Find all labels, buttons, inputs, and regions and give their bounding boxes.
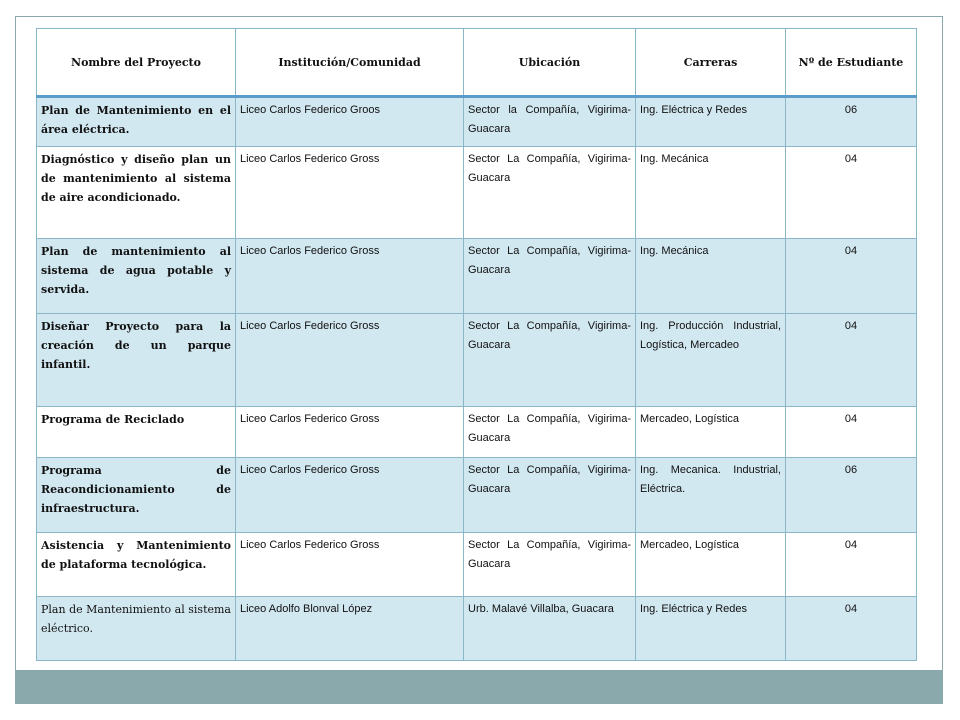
cell-ubicacion: Sector La Compañía, Vigirima-Guacara [464,532,636,596]
table-row [37,147,917,239]
cell-proyecto: Diagnóstico y diseño plan un de mantenimiento al sistema de aire acondicionado. [37,147,236,239]
cell-estudiantes: 04 [786,406,917,457]
cell-proyecto: Plan de Mantenimiento en el área eléctrica. [37,97,236,147]
cell-ubicacion: Sector La Compañía, Vigirima-Guacara [464,314,636,406]
cell-institucion: Liceo Carlos Federico Gross [236,147,464,239]
cell-proyecto: Asistencia y Mantenimiento de plataforma tecnológica. [37,532,236,596]
header-proyecto: Nombre del Proyecto [37,29,236,97]
cell-proyecto: Plan de Mantenimiento al sistema eléctrico. [37,596,236,660]
cell-institucion: Liceo Carlos Federico Gross [236,239,464,314]
projects-table [36,28,917,661]
table-row [37,532,917,596]
cell-ubicacion: Sector La Compañía, Vigirima-Guacara [464,147,636,239]
cell-estudiantes: 04 [786,314,917,406]
cell-ubicacion: Sector La Compañía, Vigirima-Guacara [464,406,636,457]
cell-proyecto: Programa de Reacondicionamiento de infraestructura. [37,457,236,532]
cell-estudiantes: 06 [786,457,917,532]
cell-carreras: Ing. Mecánica [636,239,786,314]
slide-footer-band [15,670,943,704]
cell-institucion: Liceo Carlos Federico Gross [236,457,464,532]
table-row [37,314,917,406]
cell-institucion: Liceo Carlos Federico Groos [236,97,464,147]
cell-carreras: Ing. Mecanica. Industrial, Eléctrica. [636,457,786,532]
header-institucion: Institución/Comunidad [236,29,464,97]
cell-carreras: Ing. Eléctrica y Redes [636,596,786,660]
table-row [37,596,917,660]
cell-estudiantes: 04 [786,596,917,660]
cell-carreras: Mercadeo, Logística [636,532,786,596]
cell-carreras: Ing. Mecánica [636,147,786,239]
cell-proyecto: Programa de Reciclado [37,406,236,457]
cell-estudiantes: 06 [786,97,917,147]
cell-proyecto: Plan de mantenimiento al sistema de agua potable y servida. [37,239,236,314]
cell-estudiantes: 04 [786,239,917,314]
cell-proyecto: Diseñar Proyecto para la creación de un parque infantil. [37,314,236,406]
cell-ubicacion: Sector la Compañía, Vigirima-Guacara [464,97,636,147]
header-ubicacion: Ubicación [464,29,636,97]
cell-institucion: Liceo Carlos Federico Gross [236,314,464,406]
table-row [37,97,917,147]
cell-estudiantes: 04 [786,147,917,239]
cell-estudiantes: 04 [786,532,917,596]
table-row [37,406,917,457]
cell-ubicacion: Urb. Malavé Villalba, Guacara [464,596,636,660]
cell-institucion: Liceo Carlos Federico Gross [236,532,464,596]
cell-carreras: Mercadeo, Logística [636,406,786,457]
header-carreras: Carreras [636,29,786,97]
table-row [37,239,917,314]
table-header-row [37,29,917,97]
cell-ubicacion: Sector La Compañía, Vigirima-Guacara [464,457,636,532]
cell-ubicacion: Sector La Compañía, Vigirima-Guacara [464,239,636,314]
cell-carreras: Ing. Producción Industrial, Logística, Mercadeo [636,314,786,406]
cell-institucion: Liceo Adolfo Blonval López [236,596,464,660]
header-estudiantes: Nº de Estudiante [786,29,917,97]
cell-carreras: Ing. Eléctrica y Redes [636,97,786,147]
cell-institucion: Liceo Carlos Federico Gross [236,406,464,457]
table-row [37,457,917,532]
